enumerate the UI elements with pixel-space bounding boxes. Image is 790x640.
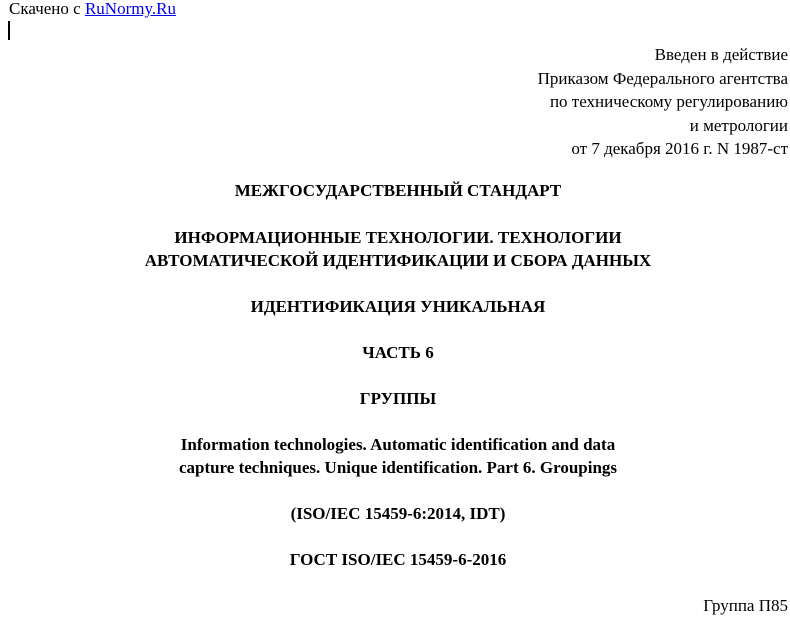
text-cursor — [8, 21, 10, 40]
approval-block — [538, 43, 788, 161]
approval-line: по техническому регулированию — [549, 92, 788, 111]
standard-title-en-line: capture techniques. Unique identification. Part 6. Groupings — [178, 458, 618, 477]
standard-part-title: ГРУППЫ — [359, 389, 437, 408]
source-prefix: Скачено с — [9, 0, 85, 18]
standard-title-ru — [0, 226, 790, 272]
approval-line: Введен в действие — [654, 45, 788, 64]
approval-line: и метрологии — [689, 115, 788, 135]
source-link[interactable]: RuNormy.Ru — [84, 0, 176, 18]
standard-title-en — [0, 433, 790, 479]
standard-title-en-line: Information technologies. Automatic identification and data — [180, 435, 616, 454]
standard-title-ru-line: АВТОМАТИЧЕСКОЙ ИДЕНТИФИКАЦИИ И СБОРА ДАННЫХ — [144, 251, 652, 270]
approval-line: от 7 декабря 2016 г. N 1987-ст — [571, 139, 788, 158]
iso-reference: (ISO/IEC 15459-6:2014, IDT) — [290, 504, 506, 523]
standard-title-ru-line: ИНФОРМАЦИОННЫЕ ТЕХНОЛОГИИ. ТЕХНОЛОГИИ — [174, 228, 622, 247]
classification-group: Группа П85 — [703, 596, 788, 615]
gost-number: ГОСТ ISO/IEC 15459-6-2016 — [289, 550, 507, 569]
source-line — [9, 0, 176, 19]
approval-line: Приказом Федерального агентства — [537, 68, 788, 88]
standard-type: МЕЖГОСУДАРСТВЕННЫЙ СТАНДАРТ — [234, 181, 562, 200]
standard-subtitle: ИДЕНТИФИКАЦИЯ УНИКАЛЬНАЯ — [250, 297, 546, 316]
standard-part: ЧАСТЬ 6 — [362, 343, 434, 362]
